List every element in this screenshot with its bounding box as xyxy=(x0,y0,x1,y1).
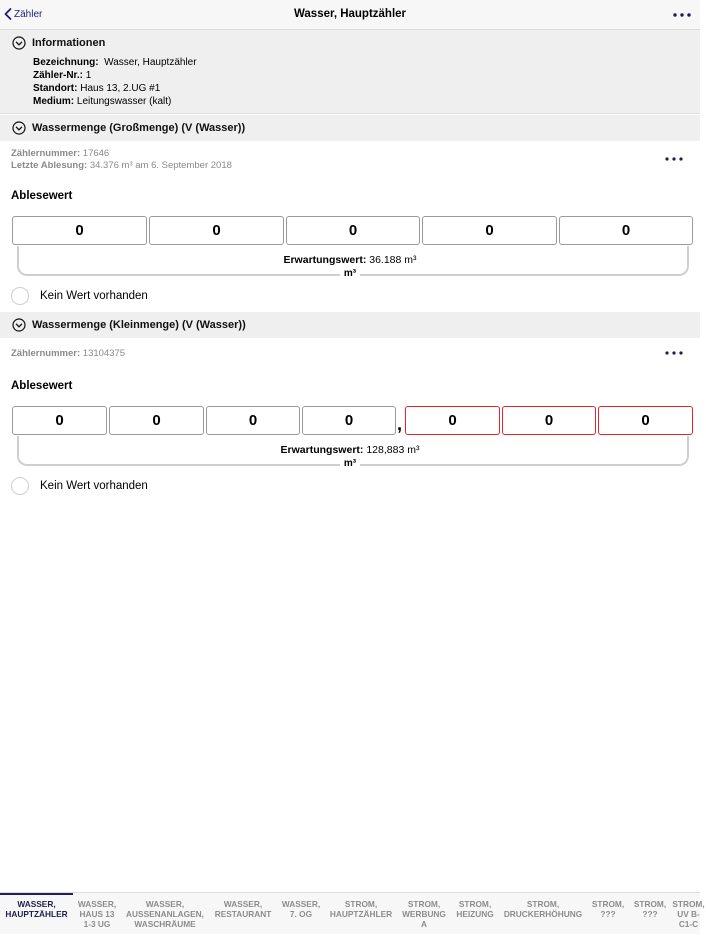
meter2-meta xyxy=(11,348,125,360)
info-value: Leitungswasser (kalt) xyxy=(76,96,172,107)
meter1-more-icon[interactable] xyxy=(664,154,684,164)
expect-value: 36.188 m³ xyxy=(369,254,417,266)
meta-value: 34.376 m³ am 6. September 2018 xyxy=(89,160,232,171)
tab-strom-unknown-1[interactable]: STROM, ??? xyxy=(591,899,625,919)
meter1-meta xyxy=(11,148,232,172)
info-nr xyxy=(33,69,700,82)
meter2-unit xyxy=(0,458,700,469)
unit-label: m³ xyxy=(340,458,360,469)
navigation-bar xyxy=(0,0,700,30)
meter2-nummer xyxy=(11,348,125,360)
meter2-kein-wert-radio[interactable] xyxy=(11,477,29,495)
kein-wert-label: Kein Wert vorhanden xyxy=(40,480,148,492)
section-title: Informationen xyxy=(32,37,106,49)
meter2-erwartungswert xyxy=(0,444,700,456)
back-label: Zähler xyxy=(14,8,43,20)
info-standort xyxy=(33,82,700,95)
meter2-digit-6[interactable]: 0 xyxy=(502,406,596,435)
expect-label: Erwartungswert: xyxy=(280,444,364,456)
tab-strom-hauptzaehler[interactable]: STROM, HAUPTZÄHLER xyxy=(329,899,393,919)
tab-strom-heizung[interactable]: STROM, HEIZUNG xyxy=(456,899,494,919)
kein-wert-label: Kein Wert vorhanden xyxy=(40,290,148,302)
tab-wasser-haus-13[interactable]: WASSER, HAUS 13 1-3 UG xyxy=(77,899,117,929)
unit-label: m³ xyxy=(340,268,360,279)
info-block xyxy=(0,56,700,114)
section-title: Wassermenge (Kleinmenge) (V (Wasser)) xyxy=(32,319,246,331)
tab-wasser-restaurant[interactable]: WASSER, RESTAURANT xyxy=(214,899,272,919)
info-value: Haus 13, 2.UG #1 xyxy=(80,83,161,94)
meta-label: Zählernummer: xyxy=(11,148,81,159)
meter1-kein-wert[interactable] xyxy=(11,287,148,305)
page-title: Wasser, Hauptzähler xyxy=(293,8,407,20)
meta-value: 17646 xyxy=(82,148,110,159)
meter2-digit-5[interactable]: 0 xyxy=(405,406,500,435)
meta-label: Letzte Ablesung: xyxy=(11,160,88,171)
chevron-down-circle-icon xyxy=(12,121,26,135)
meta-value: 13104375 xyxy=(82,348,126,359)
meter1-ablesewert-label: Ablesewert xyxy=(11,190,73,202)
meter2-ablesewert-label: Ablesewert xyxy=(11,380,73,392)
tab-strom-druckerhoehung[interactable]: STROM, DRUCKERHÖHUNG xyxy=(503,899,583,919)
meter1-kein-wert-radio[interactable] xyxy=(11,287,29,305)
meter2-digit-2[interactable]: 0 xyxy=(109,406,204,435)
meter1-digit-4[interactable]: 0 xyxy=(422,216,557,245)
tab-strom-unknown-2[interactable]: STROM, ??? xyxy=(633,899,667,919)
meter2-digit-7[interactable]: 0 xyxy=(598,406,693,435)
tab-wasser-aussenanlagen[interactable]: WASSER, AUSSENANLAGEN, WASCHRÄUME xyxy=(126,899,204,929)
chevron-down-circle-icon xyxy=(12,318,26,332)
meter1-nummer xyxy=(11,148,232,160)
meter2-more-icon[interactable] xyxy=(664,348,684,358)
tab-wasser-hauptzaehler[interactable]: WASSER, HAUPTZÄHLER xyxy=(0,893,73,935)
chevron-down-circle-icon xyxy=(12,36,26,50)
meter1-digit-2[interactable]: 0 xyxy=(149,216,284,245)
meter1-ablesung xyxy=(11,160,232,172)
expect-label: Erwartungswert: xyxy=(283,254,367,266)
expect-value: 128,883 m³ xyxy=(366,444,420,456)
tab-wasser-7-og[interactable]: WASSER, 7. OG xyxy=(281,899,321,919)
meter1-digit-3[interactable]: 0 xyxy=(286,216,420,245)
info-value: 1 xyxy=(85,70,92,81)
meter1-erwartungswert xyxy=(0,254,700,266)
more-icon[interactable] xyxy=(672,6,692,22)
meter1-digit-1[interactable]: 0 xyxy=(12,216,147,245)
section-header-informationen[interactable] xyxy=(0,30,700,56)
meter1-unit xyxy=(0,268,700,279)
meter-tab-bar xyxy=(0,892,705,934)
section-title: Wassermenge (Großmenge) (V (Wasser)) xyxy=(32,122,246,134)
info-label: Zähler-Nr.: xyxy=(33,70,84,81)
info-label: Medium: xyxy=(33,96,75,107)
meter2-digit-3[interactable]: 0 xyxy=(206,406,300,435)
meter2-kein-wert[interactable] xyxy=(11,477,148,495)
meter1-digit-5[interactable]: 0 xyxy=(559,216,693,245)
info-label: Bezeichnung: xyxy=(33,57,99,68)
tab-strom-uv[interactable]: STROM, UV B- C1-C xyxy=(672,899,705,929)
meter2-digit-1[interactable]: 0 xyxy=(12,406,107,435)
tab-strom-werbung-a[interactable]: STROM, WERBUNG A xyxy=(402,899,446,929)
info-label: Standort: xyxy=(33,83,78,94)
section-header-grossmenge[interactable] xyxy=(0,115,700,141)
info-value: Wasser, Hauptzähler xyxy=(104,57,197,68)
meter2-digit-4[interactable]: 0 xyxy=(302,406,396,435)
decimal-comma: , xyxy=(397,414,403,434)
section-header-kleinmenge[interactable] xyxy=(0,312,700,338)
meta-label: Zählernummer: xyxy=(11,348,81,359)
info-bezeichnung xyxy=(33,56,700,69)
info-medium xyxy=(33,95,700,108)
